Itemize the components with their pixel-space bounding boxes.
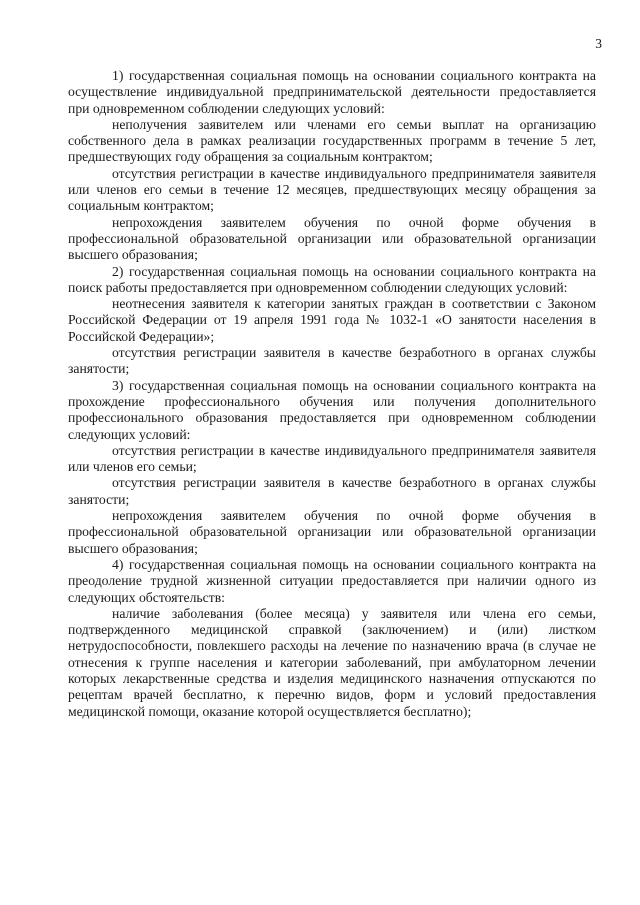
paragraph-10: отсутствия регистрации заявителя в качестве безработного в органах службы занятости; [68,475,596,507]
paragraph-8: 3) государственная социальная помощь на основании социального контракта на прохождение профессионального обучения или получения дополнительного профессионального образования предоставляется при одновременном соблюдении следующих условий: [68,377,596,442]
paragraph-13: наличие заболевания (более месяца) у заявителя или члена его семьи, подтвержденного медицинской справкой (заключением) и (или) листком нетрудоспособности, повлекшего расходы на лечение по назначению врача (в случае не отнесения к группе населения и категории заболеваний, при амбулаторном лечении которых лекарственные средства и изделия медицинского назначения отпускаются по рецептам врачей бесплатно, к перечню видов, форм и условий предоставления медицинской помощи, оказание которой осуществляется бесплатно); [68,605,596,719]
document-body [68,68,596,720]
paragraph-4: непрохождения заявителем обучения по очной форме обучения в профессиональной образовательной организации или образовательной организации высшего образования; [68,214,596,263]
paragraph-5: 2) государственная социальная помощь на основании социального контракта на поиск работы предоставляется при одновременном соблюдении следующих условий: [68,263,596,295]
paragraph-12: 4) государственная социальная помощь на основании социального контракта на преодоление трудной жизненной ситуации предоставляется при наличии одного из следующих обстоятельств: [68,556,596,605]
paragraph-1: 1) государственная социальная помощь на основании социального контракта на осуществление индивидуальной предпринимательской деятельности предоставляется при одновременном соблюдении следующих условий: [68,68,596,116]
paragraph-7: отсутствия регистрации заявителя в качестве безработного в органах службы занятости; [68,345,596,377]
paragraph-2: неполучения заявителем или членами его семьи выплат на организацию собственного дела в рамках реализации государственных программ в течение 5 лет, предшествующих году обращения за социальным контрактом; [68,116,596,165]
paragraph-11: непрохождения заявителем обучения по очной форме обучения в профессиональной образовательной организации или образовательной организации высшего образования; [68,508,596,556]
paragraph-3: отсутствия регистрации в качестве индивидуального предпринимателя заявителя или членов его семьи в течение 12 месяцев, предшествующих месяцу обращения за социальным контрактом; [68,165,596,214]
paragraph-6: неотнесения заявителя к категории занятых граждан в соответствии с Законом Российской Федерации от 19 апреля 1991 года № 1032-1 «О занятости населения в Российской Федерации»; [68,296,596,344]
paragraph-9: отсутствия регистрации в качестве индивидуального предпринимателя заявителя или членов его семьи; [68,442,596,475]
page-number: 3 [595,36,602,51]
